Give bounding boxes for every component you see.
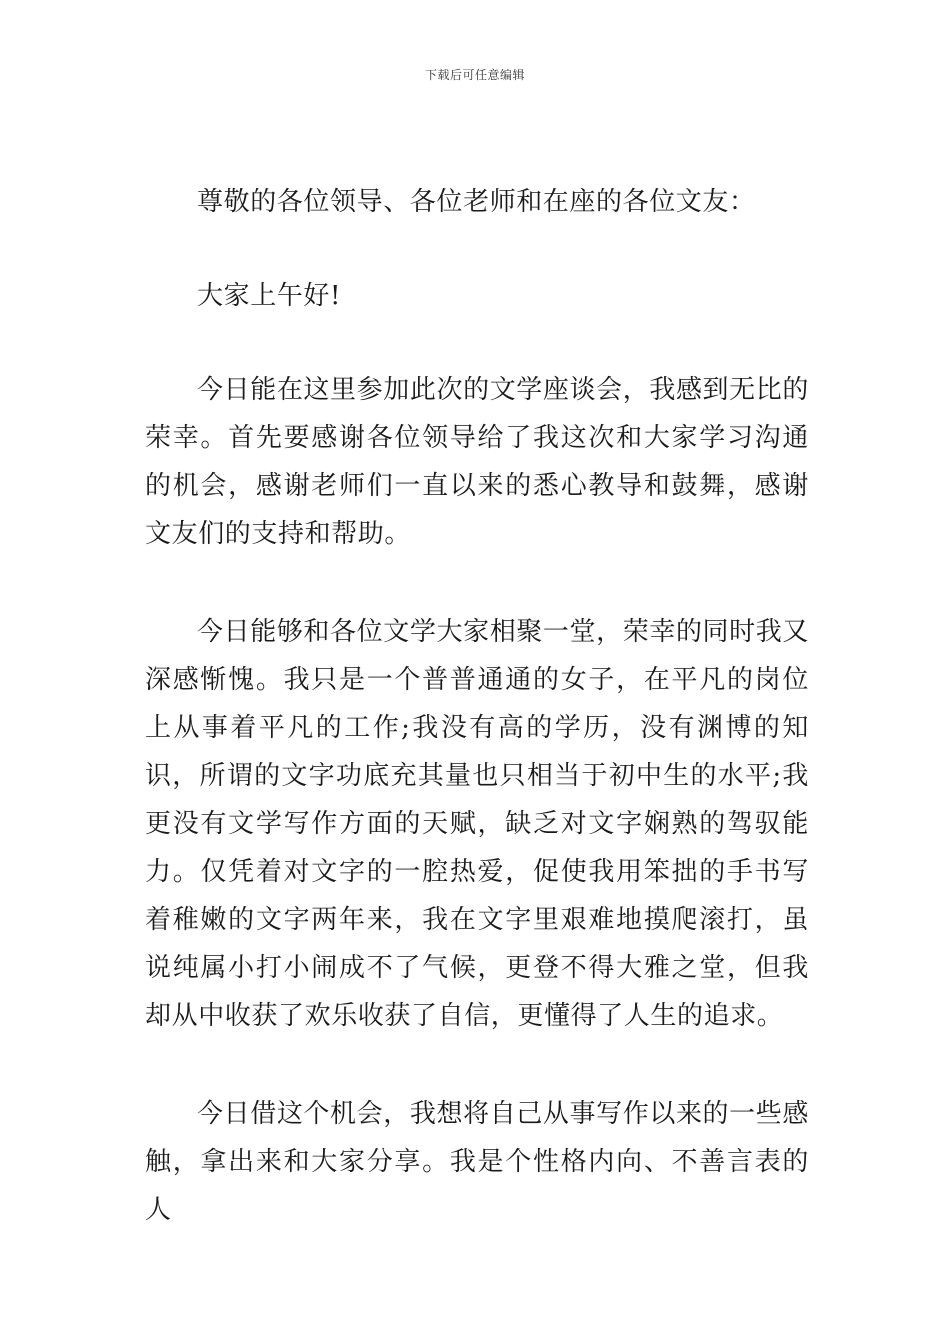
greeting: 大家上午好! — [197, 281, 342, 311]
paragraph-2: 今日能够和各位文学大家相聚一堂，荣幸的同时我又深感惭愧。我只是一个普普通通的女子，在平凡的岗位上从事着平凡的工作;我没有高的学历，没有渊博的知识，所谓的文字功底充其量也只相当于初中生的水平;我更没有文学写作方面的天赋，缺乏对文字娴熟的驾驭能力。仅凭着对文字的一腔热爱，促使我用笨拙的手书写着稚嫩的文字两年来，我在文字里艰难地摸爬滚打，虽说纯属小打小闹成不了气候，更登不得大雅之堂，但我却从中收获了欢乐收获了自信，更懂得了人生的追求。 — [145, 617, 809, 1031]
salutation: 尊敬的各位领导、各位老师和在座的各位文友： — [197, 187, 756, 217]
document-body — [145, 178, 809, 1234]
header-note: 下载后可任意编辑 — [424, 68, 525, 82]
paragraph-3: 今日借这个机会，我想将自己从事写作以来的一些感触，拿出来和大家分享。我是个性格内向、不善言表的人 — [145, 1099, 809, 1225]
paragraph-1: 今日能在这里参加此次的文学座谈会，我感到无比的荣幸。首先要感谢各位领导给了我这次和大家学习沟通的机会，感谢老师们一直以来的悉心教导和鼓舞，感谢文友们的支持和帮助。 — [145, 375, 809, 549]
